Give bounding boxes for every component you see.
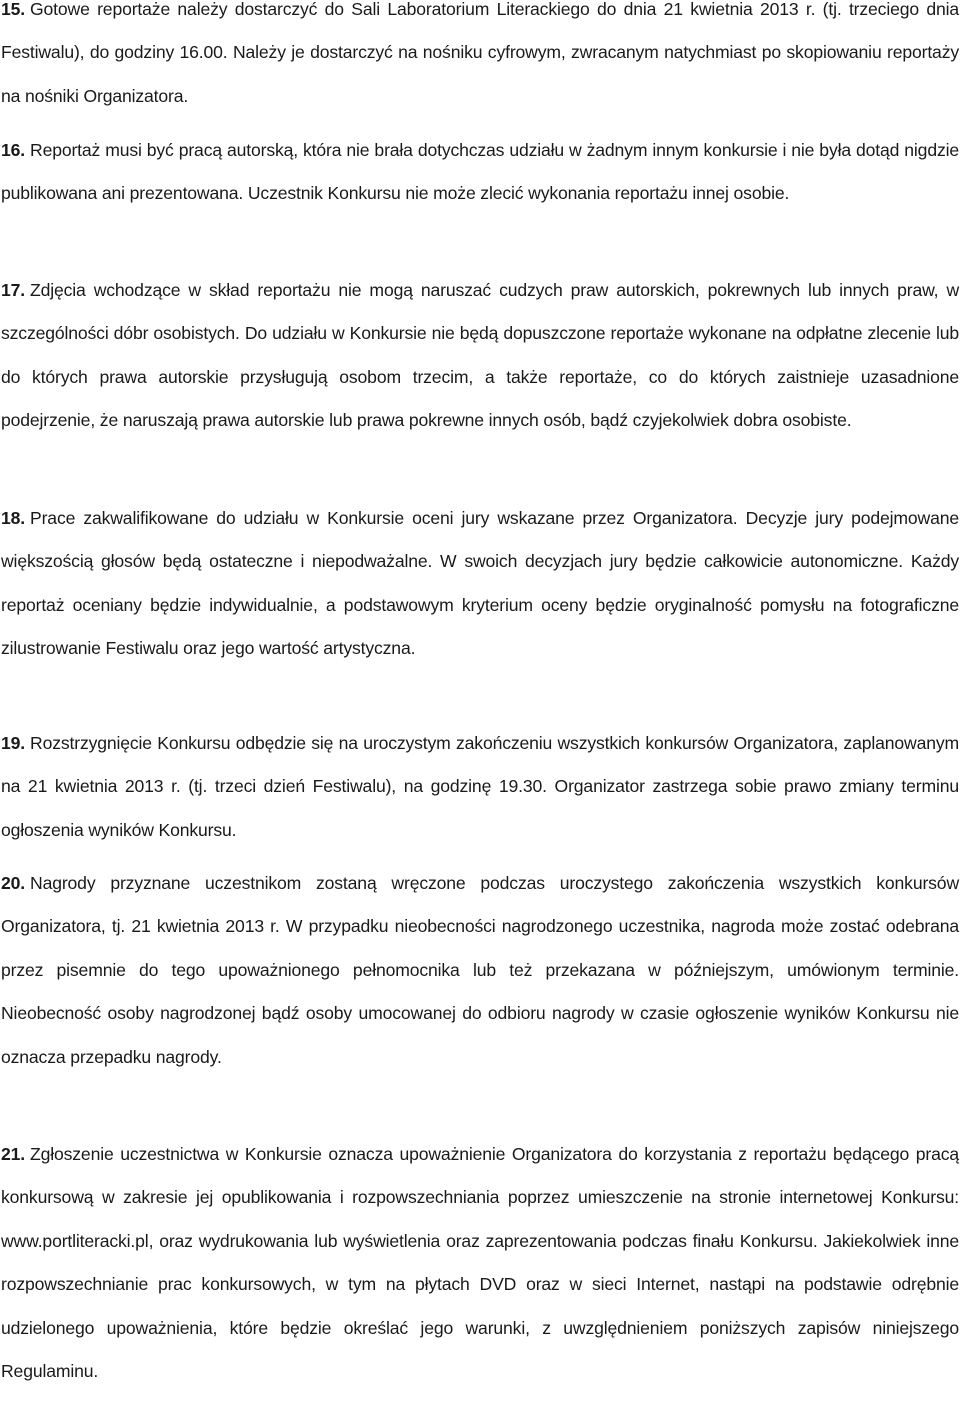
paragraph-number: 15. bbox=[1, 0, 26, 19]
paragraph-number: 21. bbox=[1, 1144, 26, 1164]
paragraph-text: Nagrody przyznane uczestnikom zostaną wręczone podczas uroczystego zakończenia wszystkich konkursów Organizatora, tj. 21 kwietnia 2013 r. W przypadku nieobecności nagrodzonego uczestnika, nagroda może zostać odebrana przez pisemnie do tego upoważnionego pełnomocnika lub też przekazana w późniejszym, umówionym terminie. Nieobecność osoby nagrodzonej bądź osoby umocowanej do odbioru nagrody w czasie ogłoszenie wyników Konkursu nie oznacza przepadku nagrody. bbox=[1, 873, 959, 1067]
paragraph-text: Reportaż musi być pracą autorską, która nie brała dotychczas udziału w żadnym innym konkursie i nie była dotąd nigdzie publikowana ani prezentowana. Uczestnik Konkursu nie może zlecić wykonania reportażu innej osobie. bbox=[1, 140, 959, 204]
paragraph-15 bbox=[1, 0, 959, 118]
paragraph-text: Prace zakwalifikowane do udziału w Konkursie oceni jury wskazane przez Organizatora. Decyzje jury podejmowane większością głosów będą ostateczne i niepodważalne. W swoich decyzjach jury będzie całkowicie autonomiczne. Każdy reportaż oceniany będzie indywidualnie, a podstawowym kryterium oceny będzie oryginalność pomysłu na fotograficzne zilustrowanie Festiwalu oraz jego wartość artystyczna. bbox=[1, 508, 959, 659]
paragraph-17 bbox=[1, 269, 959, 443]
paragraph-number: 19. bbox=[1, 733, 26, 753]
paragraph-text: Zgłoszenie uczestnictwa w Konkursie oznacza upoważnienie Organizatora do korzystania z reportażu będącego pracą konkursową w zakresie jej opublikowania i rozpowszechniania poprzez umieszczenie na stronie internetowej Konkursu: www.portliteracki.pl, oraz wydrukowania lub wyświetlenia oraz zaprezentowania podczas finału Konkursu. Jakiekolwiek inne rozpowszechnianie prac konkursowych, w tym na płytach DVD oraz w sieci Internet, nastąpi na podstawie odrębnie udzielonego upoważnienia, które będzie określać jego warunki, z uwzględnieniem poniższych zapisów niniejszego Regulaminu. bbox=[1, 1144, 959, 1382]
paragraph-19 bbox=[1, 722, 959, 852]
paragraph-number: 20. bbox=[1, 873, 26, 893]
paragraph-number: 17. bbox=[1, 280, 26, 300]
paragraph-number: 18. bbox=[1, 508, 26, 528]
paragraph-18 bbox=[1, 497, 959, 671]
paragraph-21 bbox=[1, 1133, 959, 1393]
paragraph-20 bbox=[1, 862, 959, 1079]
paragraph-text: Rozstrzygnięcie Konkursu odbędzie się na uroczystym zakończeniu wszystkich konkursów Organizatora, zaplanowanym na 21 kwietnia 2013 r. (tj. trzeci dzień Festiwalu), na godzinę 19.30. Organizator zastrzega sobie prawo zmiany terminu ogłoszenia wyników Konkursu. bbox=[1, 733, 959, 840]
paragraph-text: Zdjęcia wchodzące w skład reportażu nie mogą naruszać cudzych praw autorskich, pokrewnych lub innych praw, w szczególności dóbr osobistych. Do udziału w Konkursie nie będą dopuszczone reportaże wykonane na odpłatne zlecenie lub do których prawa autorskie przysługują osobom trzecim, a także reportaże, co do których zaistnieje uzasadnione podejrzenie, że naruszają prawa autorskie lub prawa pokrewne innych osób, bądź czyjekolwiek dobra osobiste. bbox=[1, 280, 959, 431]
paragraph-text: Gotowe reportaże należy dostarczyć do Sali Laboratorium Literackiego do dnia 21 kwietnia 2013 r. (tj. trzeciego dnia Festiwalu), do godziny 16.00. Należy je dostarczyć na nośniku cyfrowym, zwracanym natychmiast po skopiowaniu reportaży na nośniki Organizatora. bbox=[1, 0, 959, 106]
paragraph-number: 16. bbox=[1, 140, 26, 160]
paragraph-16 bbox=[1, 129, 959, 216]
